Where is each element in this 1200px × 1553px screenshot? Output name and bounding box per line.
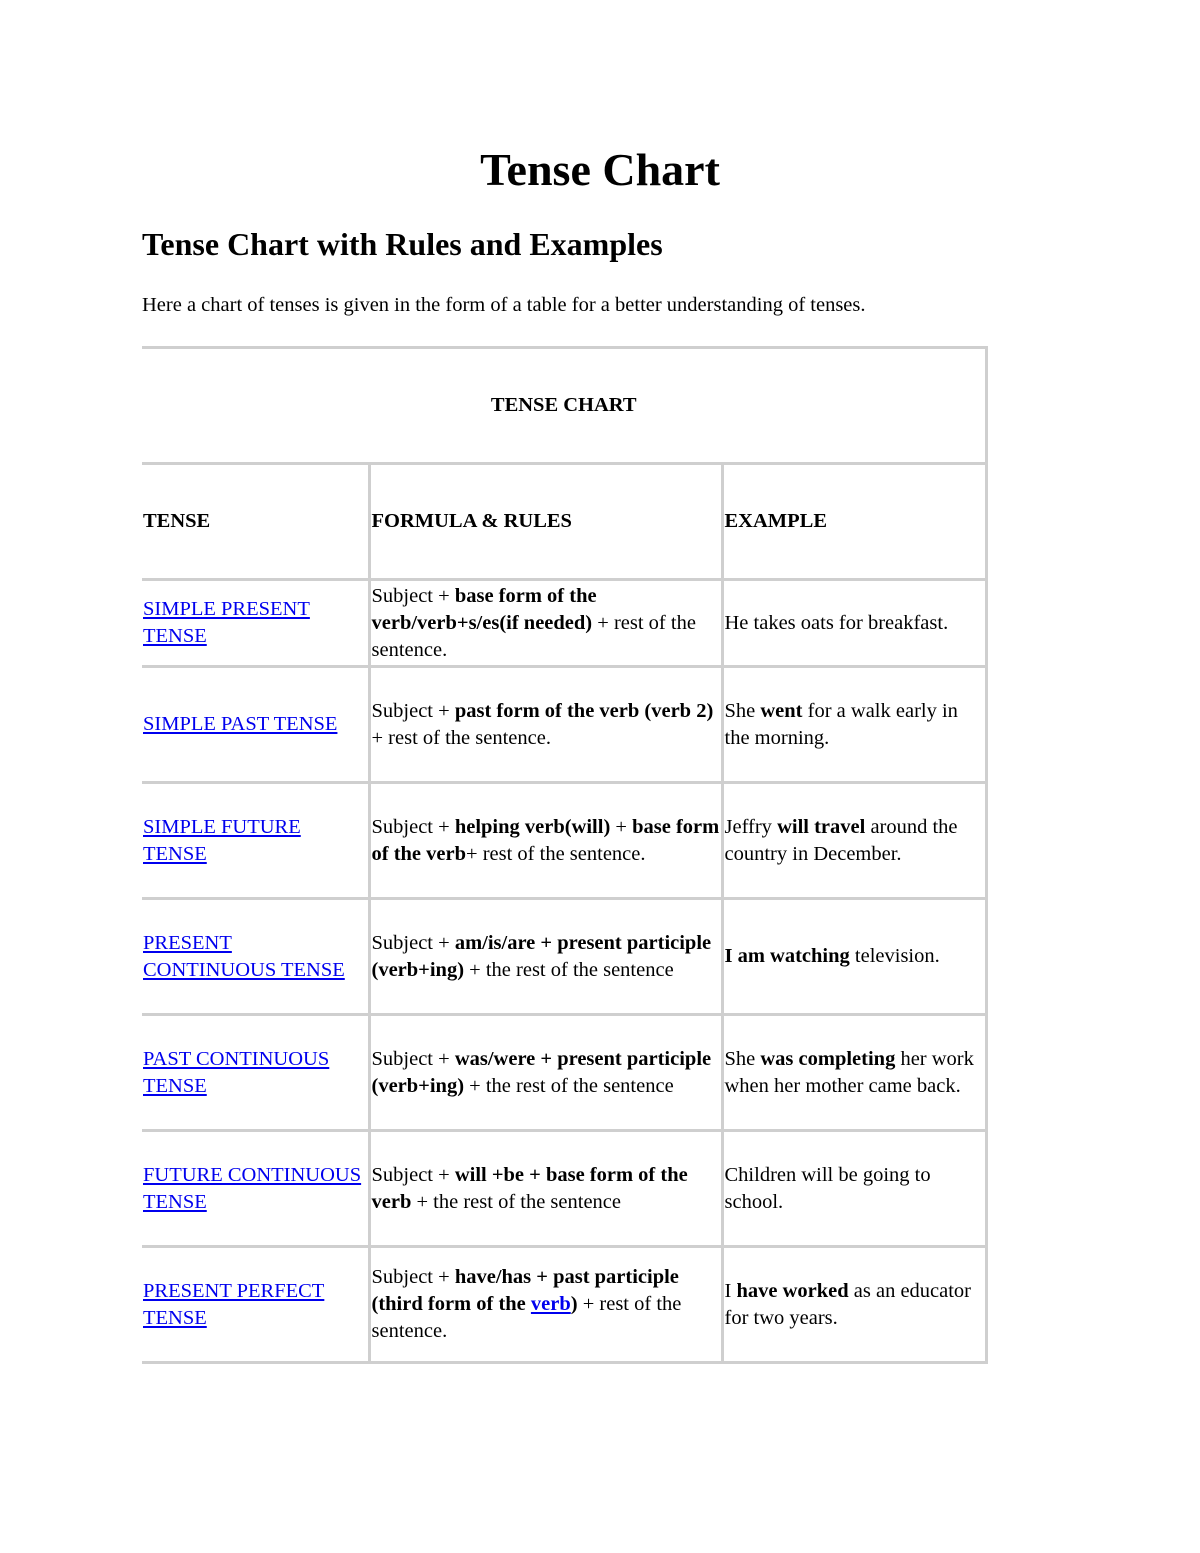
formula-cell: Subject + have/has + past participle (third form of the verb) + rest of the sentence. [369, 1247, 722, 1363]
tense-name-cell [142, 1015, 369, 1131]
tense-link[interactable]: SIMPLE PAST TENSE [143, 713, 338, 735]
formula-cell: Subject + am/is/are + present participle (verb+ing) + the rest of the sentence [369, 899, 722, 1015]
table-row [142, 1131, 986, 1247]
tense-name-cell [142, 899, 369, 1015]
tense-chart-table [142, 346, 988, 1364]
tense-name-cell [142, 580, 369, 667]
formula-cell: Subject + base form of the verb/verb+s/es(if needed) + rest of the sentence. [369, 580, 722, 667]
tense-link[interactable]: SIMPLE PRESENT TENSE [143, 598, 310, 647]
table-row [142, 1015, 986, 1131]
example-cell: Jeffry will travel around the country in December. [722, 783, 986, 899]
tense-link[interactable]: PRESENT CONTINUOUS TENSE [143, 931, 345, 981]
column-header-formula: FORMULA & RULES [369, 464, 722, 580]
example-cell: She went for a walk early in the morning. [722, 667, 986, 783]
table-row [142, 899, 986, 1015]
table-row [142, 783, 986, 899]
example-cell: Children will be going to school. [722, 1131, 986, 1247]
table-row [142, 667, 986, 783]
example-cell: He takes oats for breakfast. [722, 580, 986, 667]
example-cell: I am watching television. [722, 899, 986, 1015]
verb-link[interactable]: verb [530, 1293, 571, 1315]
page-subtitle: Tense Chart with Rules and Examples [142, 226, 663, 262]
intro-paragraph: Here a chart of tenses is given in the form of a table for a better understanding of tenses. [142, 294, 866, 316]
tense-link[interactable]: SIMPLE FUTURE TENSE [143, 815, 301, 865]
table-caption: TENSE CHART [142, 348, 986, 464]
example-cell: She was completing her work when her mother came back. [722, 1015, 986, 1131]
table-row [142, 1247, 986, 1363]
tense-link[interactable]: PRESENT PERFECT TENSE [143, 1279, 325, 1329]
tense-name-cell [142, 1131, 369, 1247]
formula-cell: Subject + was/were + present participle (verb+ing) + the rest of the sentence [369, 1015, 722, 1131]
page-title: Tense Chart [480, 144, 720, 195]
table-row [142, 580, 986, 667]
tense-link[interactable]: PAST CONTINUOUS TENSE [143, 1047, 330, 1097]
tense-name-cell [142, 667, 369, 783]
example-cell: I have worked as an educator for two years. [722, 1247, 986, 1363]
formula-cell: Subject + helping verb(will) + base form of the verb+ rest of the sentence. [369, 783, 722, 899]
tense-name-cell [142, 1247, 369, 1363]
column-header-example: EXAMPLE [722, 464, 986, 580]
tense-name-cell [142, 783, 369, 899]
tense-link[interactable]: FUTURE CONTINUOUS TENSE [143, 1163, 362, 1213]
formula-cell: Subject + past form of the verb (verb 2) + rest of the sentence. [369, 667, 722, 783]
table-header-row [142, 464, 986, 580]
column-header-tense: TENSE [142, 464, 369, 580]
formula-cell: Subject + will +be + base form of the verb + the rest of the sentence [369, 1131, 722, 1247]
